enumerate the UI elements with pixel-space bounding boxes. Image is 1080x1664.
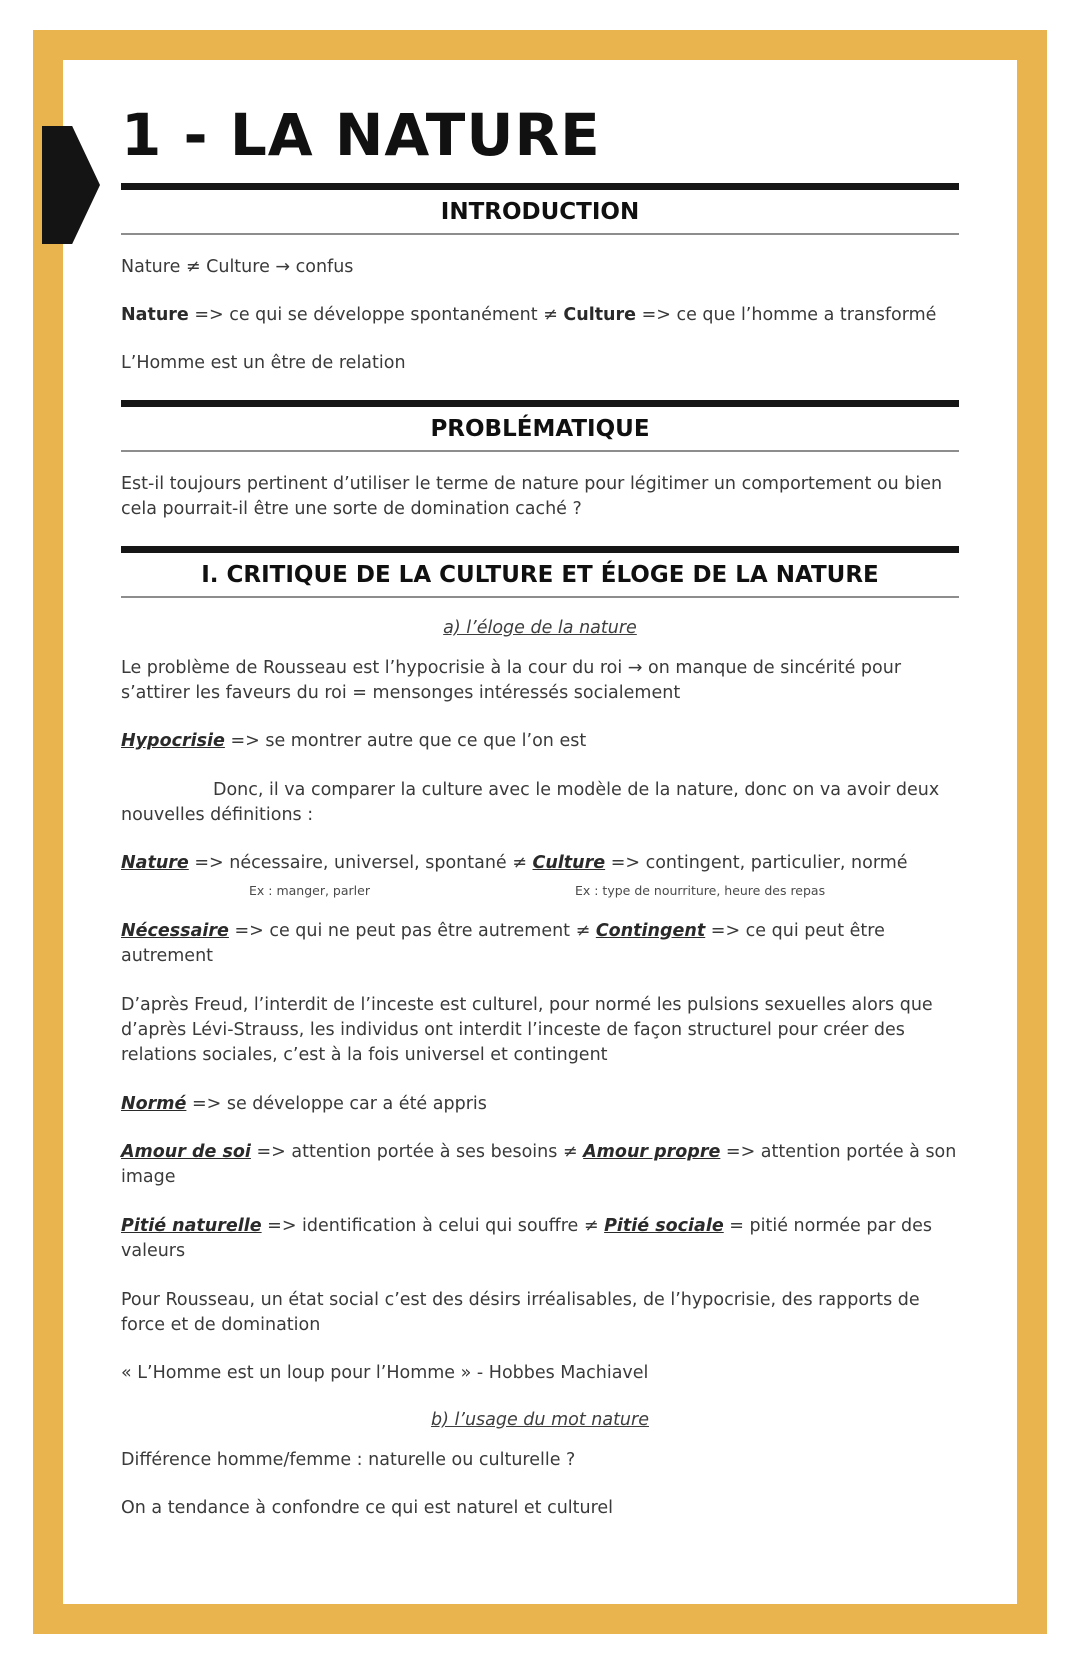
section-header (121, 400, 959, 452)
subsection-header: a) l’éloge de la nature (443, 617, 637, 638)
section-rule-bottom (121, 596, 959, 598)
paragraph (121, 656, 959, 707)
paragraph (121, 851, 959, 876)
section-rule-top (121, 546, 959, 553)
section-rule-top (121, 183, 959, 190)
text-segment: => ce qui se développe spontanément ≠ (188, 305, 564, 326)
paragraph (121, 729, 959, 754)
section-title: I. CRITIQUE DE LA CULTURE ET ÉLOGE DE LA NATURE (201, 561, 879, 588)
paragraph (121, 351, 959, 376)
text-segment: => attention portée à son image (121, 1142, 957, 1188)
text-segment: => se montrer autre que ce que l’on est (224, 731, 587, 752)
text-segment: Culture (563, 305, 637, 326)
text-segment: = pitié normée par des valeurs (121, 1215, 932, 1262)
text-segment: L’Homme est un être de relation (121, 353, 406, 374)
paragraph (121, 993, 959, 1069)
term-label: Nature (121, 853, 189, 874)
term-label: Contingent (595, 920, 706, 941)
paragraph (121, 255, 959, 280)
term-label: Amour de soi (121, 1142, 251, 1163)
paragraph (121, 1496, 959, 1521)
term-label: Hypocrisie (121, 731, 225, 752)
term-label: Pitié naturelle (121, 1215, 262, 1236)
term-label: Pitié sociale (604, 1215, 724, 1236)
term-label: Normé (121, 1093, 187, 1114)
text-segment: « L’Homme est un loup pour l’Homme » - Hobbes Machiavel (121, 1363, 649, 1384)
section-rule-top (121, 400, 959, 407)
paragraph (121, 919, 959, 970)
paragraph (121, 1140, 959, 1191)
text-segment: => ce qui peut être autrement (121, 920, 885, 967)
text-segment: => nécessaire, universel, spontané ≠ (188, 853, 533, 874)
text-segment: Le problème de Rousseau est l’hypocrisie à la cour du roi → on manque de sincérité pour s’attirer les faveurs du roi = mensonges intéressés socialement (121, 657, 902, 703)
text-segment: Nature ≠ Culture → confus (121, 256, 354, 277)
example-note: Ex : manger, parler (249, 882, 370, 898)
section-title: INTRODUCTION (440, 198, 640, 225)
paragraph (121, 303, 959, 328)
document-page (63, 60, 1017, 1604)
page-border (33, 30, 1047, 1634)
text-segment: Nature (121, 305, 189, 326)
text-segment: Pour Rousseau, un état social c’est des désirs irréalisables, de l’hypocrisie, des rapports de force et de domination (121, 1289, 920, 1335)
paragraph (121, 1361, 959, 1386)
paragraph (121, 1092, 959, 1117)
subsection-header: b) l’usage du mot nature (431, 1409, 649, 1430)
term-label: Culture (532, 853, 606, 874)
text-segment: D’après Freud, l’interdit de l’inceste est culturel, pour normé les pulsions sexuelles alors que d’après Lévi-Strauss, les individus ont interdit l’inceste de façon structurel pour créer des relations sociales, c’est à la fois universel et contingent (121, 994, 933, 1066)
text-segment: Est-il toujours pertinent d’utiliser le terme de nature pour légitimer un comportement ou bien cela pourrait-il être une sorte de domination caché ? (121, 473, 943, 520)
text-segment: => ce qui ne peut pas être autrement ≠ (228, 920, 596, 941)
text-segment: On a tendance à confondre ce qui est naturel et culturel (121, 1498, 614, 1519)
term-label: Nécessaire (121, 920, 229, 941)
section-rule-bottom (121, 450, 959, 452)
text-segment: => contingent, particulier, normé (605, 853, 908, 874)
section-header (121, 546, 959, 598)
text-segment: => attention portée à ses besoins ≠ (250, 1142, 584, 1163)
text-segment: => ce que l’homme a transformé (636, 305, 937, 326)
document-content (121, 183, 959, 1522)
section-header (121, 183, 959, 235)
text-segment: => se développe car a été appris (186, 1093, 487, 1114)
text-segment: => identification à celui qui souffre ≠ (261, 1215, 605, 1236)
example-note: Ex : type de nourriture, heure des repas (574, 882, 826, 898)
section-title: PROBLÉMATIQUE (430, 415, 650, 442)
page-title: 1 - LA NATURE (121, 101, 601, 169)
term-label: Amour propre (583, 1142, 721, 1163)
text-segment: Donc, il va comparer la culture avec le modèle de la nature, donc on va avoir deux nouvelles définitions : (121, 779, 940, 826)
paragraph (121, 1214, 959, 1265)
paragraph (121, 1288, 959, 1339)
paragraph (121, 1448, 959, 1473)
text-segment: Différence homme/femme : naturelle ou culturelle ? (121, 1449, 576, 1470)
section-rule-bottom (121, 233, 959, 235)
paragraph (121, 778, 959, 829)
paragraph (121, 472, 959, 523)
examples-row (121, 883, 959, 898)
